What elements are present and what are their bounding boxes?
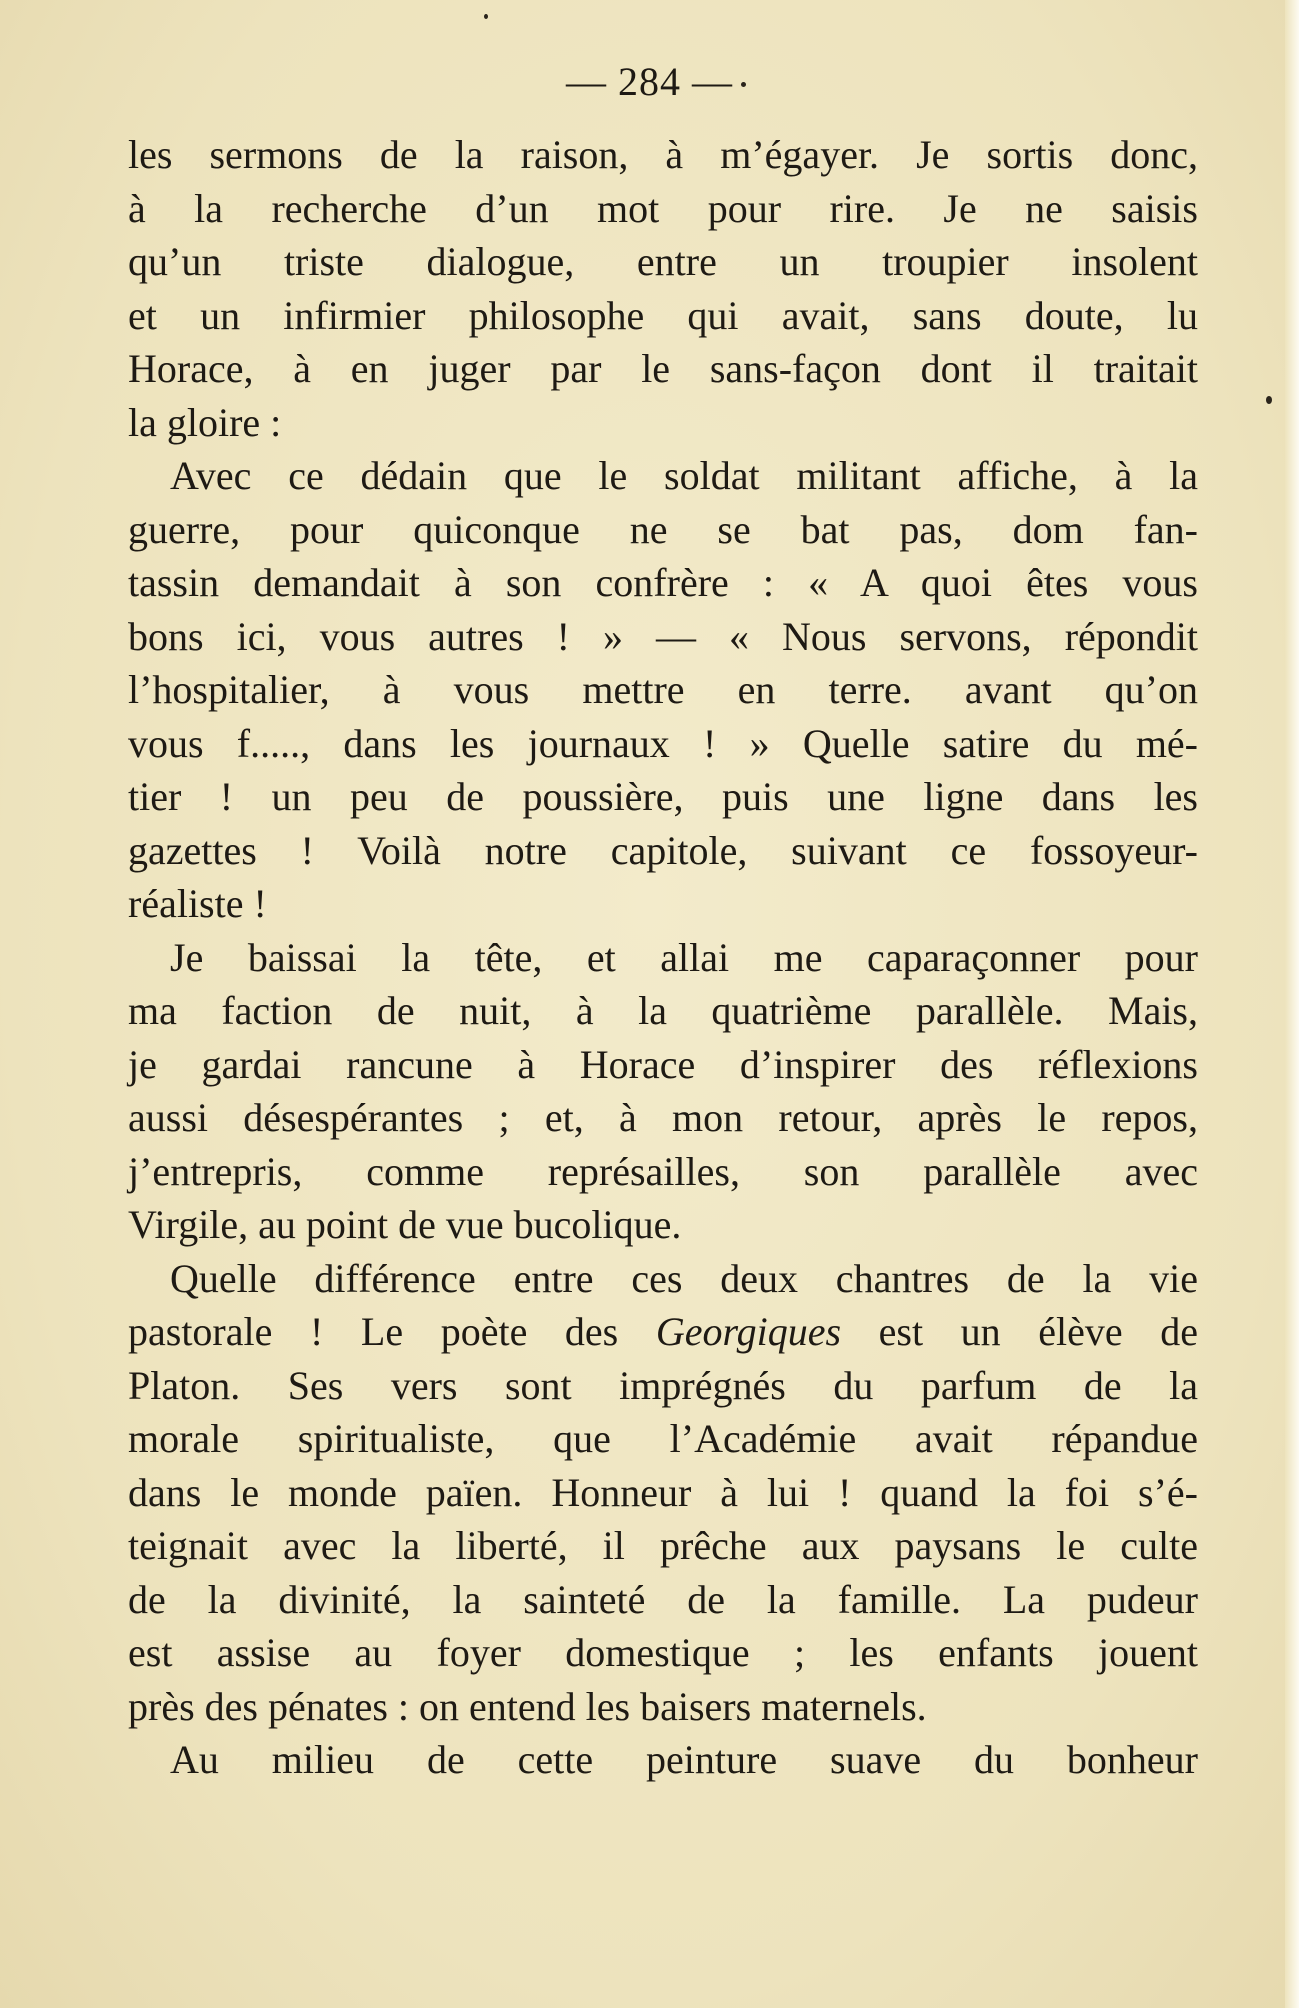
text-line: est assise au foyer domestique ; les enfants jouent	[128, 1630, 1198, 1675]
text-line: aussi désespérantes ; et, à mon retour, après le repos,	[128, 1095, 1198, 1140]
text-segment: pastorale ! Le poète des	[128, 1309, 656, 1354]
page-edge	[1285, 0, 1299, 2008]
text-line: l’hospitalier, à vous mettre en terre. avant qu’on	[128, 667, 1198, 712]
text-line: gazettes ! Voilà notre capitole, suivant ce fossoyeur-	[128, 827, 1198, 873]
paragraph-start-line: Je baissai la tête, et allai me caparaçonner pour	[170, 934, 1198, 980]
text-segment: est un élève de	[841, 1309, 1199, 1354]
text-line: je gardai rancune à Horace d’inspirer des réflexions	[128, 1041, 1198, 1087]
text-line: réaliste !	[128, 881, 267, 926]
paragraph-start-line: Quelle différence entre ces deux chantres de la vie	[170, 1255, 1198, 1301]
text-line: bons ici, vous autres ! » — « Nous servons, répondit	[128, 613, 1198, 659]
paragraph-start-line: Avec ce dédain que le soldat militant affiche, à la	[170, 453, 1198, 498]
text-line: teignait avec la liberté, il prêche aux paysans le culte	[128, 1523, 1198, 1568]
text-line: Horace, à en juger par le sans-façon dont il traitait	[128, 346, 1198, 391]
text-line: la gloire :	[128, 399, 282, 445]
text-line: Platon. Ses vers sont imprégnés du parfum de la	[128, 1362, 1198, 1408]
text-line: vous f....., dans les journaux ! » Quelle satire du mé-	[128, 720, 1198, 766]
text-line: et un infirmier philosophe qui avait, sans doute, lu	[128, 292, 1198, 338]
ink-speck	[1266, 396, 1272, 404]
paragraph-start-line: Au milieu de cette peinture suave du bonheur	[170, 1737, 1198, 1782]
book-title-italic: Georgiques	[655, 1309, 842, 1354]
text-line: près des pénates : on entend les baisers maternels.	[128, 1683, 927, 1729]
text-line: tassin demandait à son confrère : « A quoi êtes vous	[128, 560, 1198, 605]
page-number: — 284 —	[566, 59, 733, 104]
text-line: Virgile, au point de vue bucolique.	[128, 1202, 682, 1247]
body-text	[128, 128, 1198, 1787]
text-line: à la recherche d’un mot pour rire. Je ne saisis	[128, 185, 1198, 231]
text-line: les sermons de la raison, à m’égayer. Je sortis donc,	[128, 132, 1198, 177]
text-line: qu’un triste dialogue, entre un troupier insolent	[128, 239, 1198, 284]
text-line: de la divinité, la sainteté de la famille. La pudeur	[128, 1576, 1198, 1622]
text-line: dans le monde païen. Honneur à lui ! quand la foi s’é-	[128, 1469, 1198, 1515]
text-line-with-italic	[128, 1305, 1198, 1359]
text-line: j’entrepris, comme représailles, son parallèle avec	[128, 1148, 1198, 1194]
text-line: tier ! un peu de poussière, puis une ligne dans les	[128, 774, 1198, 819]
ink-speck	[484, 14, 488, 19]
text-line: guerre, pour quiconque ne se bat pas, dom fan-	[128, 506, 1198, 552]
text-line: morale spiritualiste, que l’Académie avait répandue	[128, 1416, 1198, 1461]
text-line: ma faction de nuit, à la quatrième parallèle. Mais,	[128, 988, 1198, 1033]
